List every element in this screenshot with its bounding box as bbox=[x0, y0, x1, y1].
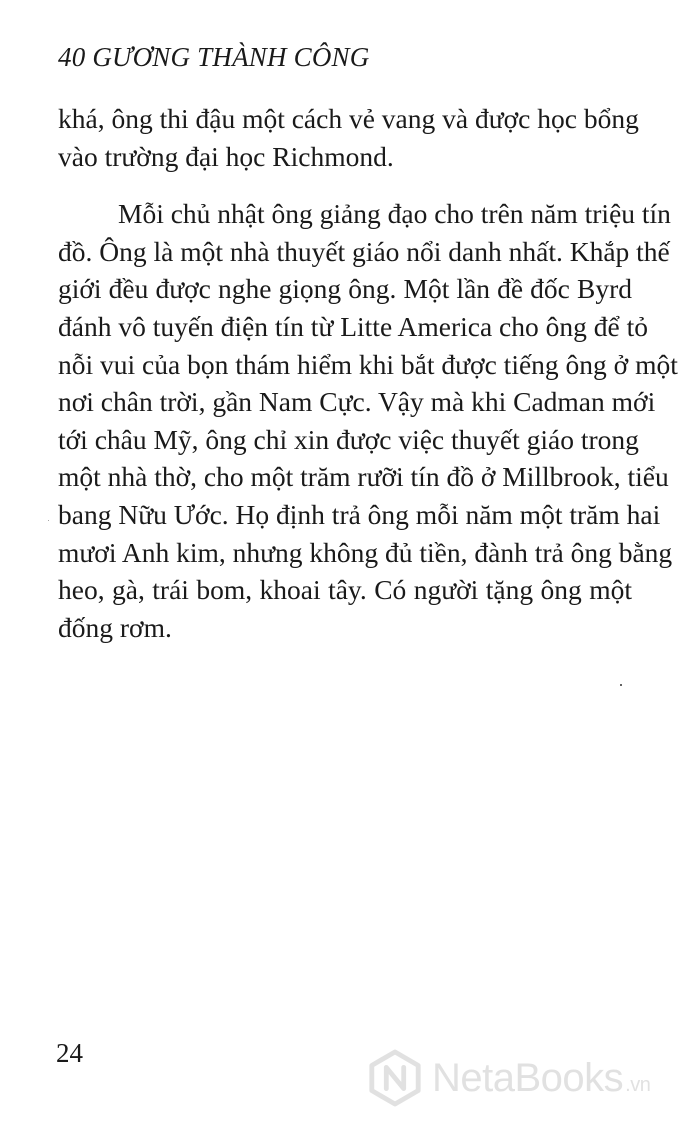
watermark-brand-name: NetaBooks bbox=[432, 1055, 624, 1100]
text-line: giới đều được nghe giọng ông. Một lần đề đốc Byrd bbox=[58, 273, 632, 305]
page-number: 24 bbox=[56, 1038, 83, 1068]
watermark-brand bbox=[432, 1056, 650, 1101]
text-line: nơi chân trời, gần Nam Cực. Vậy mà khi Cadman mới bbox=[58, 386, 656, 418]
paragraph-2 bbox=[58, 195, 678, 646]
text-line: một nhà thờ, cho một trăm rưỡi tín đồ ở Millbrook, tiểu bbox=[58, 461, 669, 493]
text-line: khá, ông thi đậu một cách vẻ vang và được học bổng bbox=[58, 103, 639, 134]
scan-speck bbox=[620, 684, 622, 686]
text-line: heo, gà, trái bom, khoai tây. Có người tặng ông một bbox=[58, 574, 632, 606]
text-line: đồ. Ông là một nhà thuyết giáo nổi danh nhất. Khắp thế bbox=[58, 235, 670, 267]
netabooks-watermark bbox=[366, 1048, 650, 1108]
paragraph-1 bbox=[58, 100, 639, 175]
text-line: vào trường đại học Richmond. bbox=[58, 140, 394, 172]
text-line: đống rơm. bbox=[58, 611, 172, 643]
running-header: 40 GƯƠNG THÀNH CÔNG bbox=[58, 42, 370, 72]
text-line: Mỗi chủ nhật ông giảng đạo cho trên năm triệu tín bbox=[118, 198, 671, 230]
text-line: tới châu Mỹ, ông chỉ xin được việc thuyết giáo trong bbox=[58, 423, 639, 455]
netabooks-logo-icon bbox=[366, 1049, 424, 1107]
scan-speck bbox=[48, 520, 49, 521]
watermark-domain-suffix: .vn bbox=[625, 1073, 651, 1096]
body-text bbox=[58, 100, 678, 646]
text-line: đánh vô tuyến điện tín từ Litte America cho ông để tỏ bbox=[58, 310, 648, 342]
text-line: nỗi vui của bọn thám hiểm khi bắt được tiếng ông ở một bbox=[58, 348, 678, 380]
text-line: mươi Anh kim, nhưng không đủ tiền, đành trả ông bằng bbox=[58, 536, 673, 568]
text-line: bang Nữu Ước. Họ định trả ông mỗi năm một trăm hai bbox=[58, 498, 661, 530]
